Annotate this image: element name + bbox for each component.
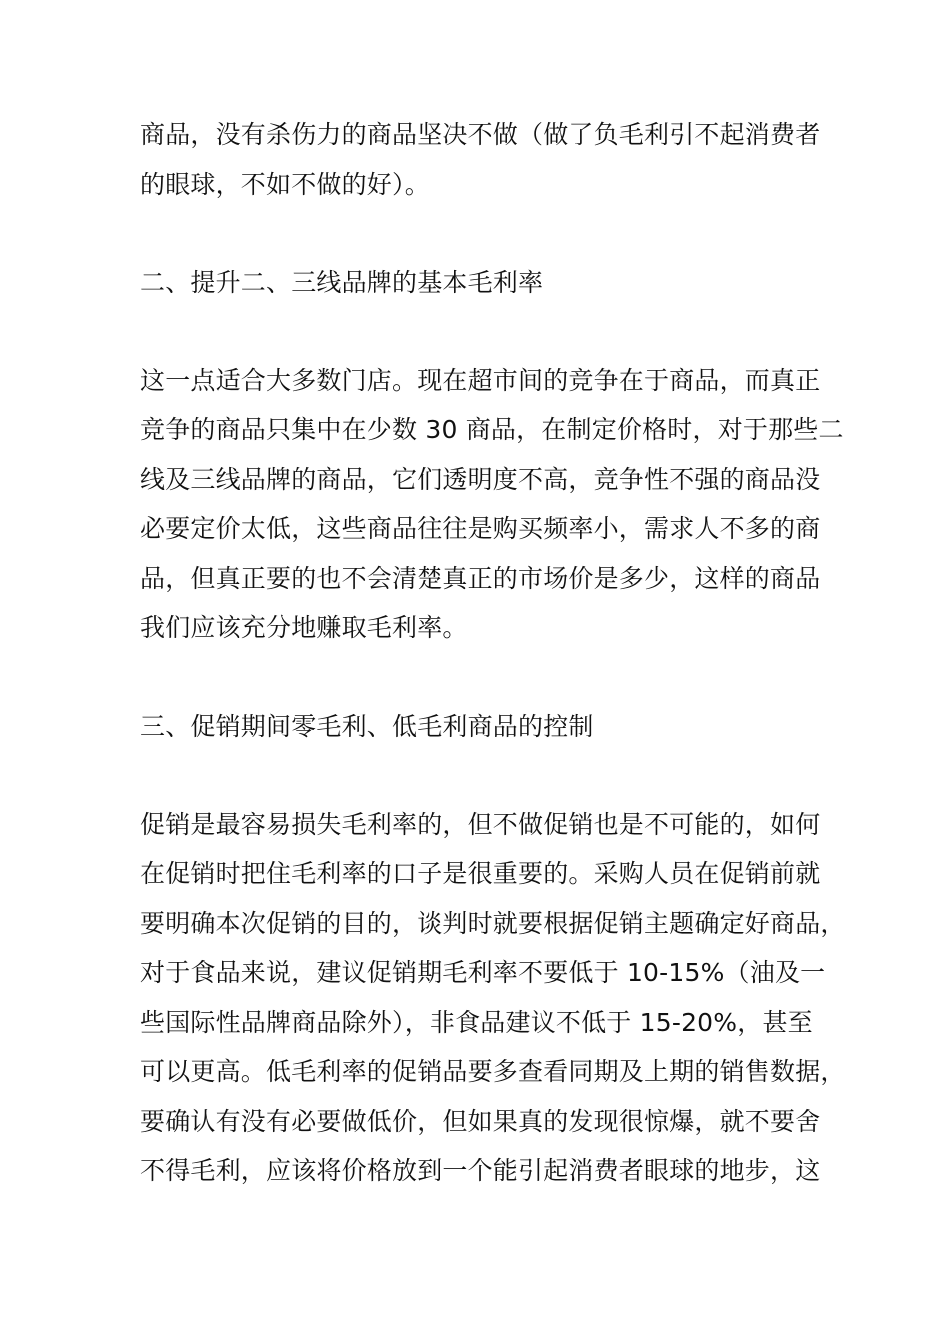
paragraph-line: 些国际性品牌商品除外），非食品建议不低于 15-20%，甚至: [140, 1008, 813, 1037]
paragraph-line: 我们应该充分地赚取毛利率。: [140, 613, 468, 642]
paragraph-line: 要明确本次促销的目的，谈判时就要根据促销主题确定好商品，: [140, 909, 846, 938]
paragraph-line: 要确认有没有必要做低价，但如果真的发现很惊爆，就不要舍: [140, 1107, 821, 1136]
paragraph-line: 可以更高。低毛利率的促销品要多查看同期及上期的销售数据，: [140, 1057, 846, 1086]
section-heading: 三、促销期间零毛利、低毛利商品的控制: [140, 712, 594, 741]
paragraph-line: 商品，没有杀伤力的商品坚决不做（做了负毛利引不起消费者: [140, 120, 821, 149]
section-heading: 二、提升二、三线品牌的基本毛利率: [140, 268, 544, 297]
paragraph-line: 线及三线品牌的商品，它们透明度不高，竞争性不强的商品没: [140, 465, 821, 494]
paragraph-line: 促销是最容易损失毛利率的，但不做促销也是不可能的，如何: [140, 810, 821, 839]
paragraph-line: 对于食品来说，建议促销期毛利率不要低于 10-15%（油及一: [140, 958, 826, 987]
paragraph-line: 这一点适合大多数门店。现在超市间的竞争在于商品，而真正: [140, 366, 821, 395]
paragraph-line: 品，但真正要的也不会清楚真正的市场价是多少，这样的商品: [140, 564, 821, 593]
paragraph-line: 在促销时把住毛利率的口子是很重要的。采购人员在促销前就: [140, 859, 821, 888]
paragraph-line: 必要定价太低，这些商品往往是购买频率小，需求人不多的商: [140, 514, 821, 543]
paragraph-line: 不得毛利，应该将价格放到一个能引起消费者眼球的地步，这: [140, 1156, 821, 1185]
paragraph-line: 竞争的商品只集中在少数 30 商品，在制定价格时，对于那些二: [140, 415, 844, 444]
paragraph-line: 的眼球，不如不做的好）。: [140, 170, 430, 199]
